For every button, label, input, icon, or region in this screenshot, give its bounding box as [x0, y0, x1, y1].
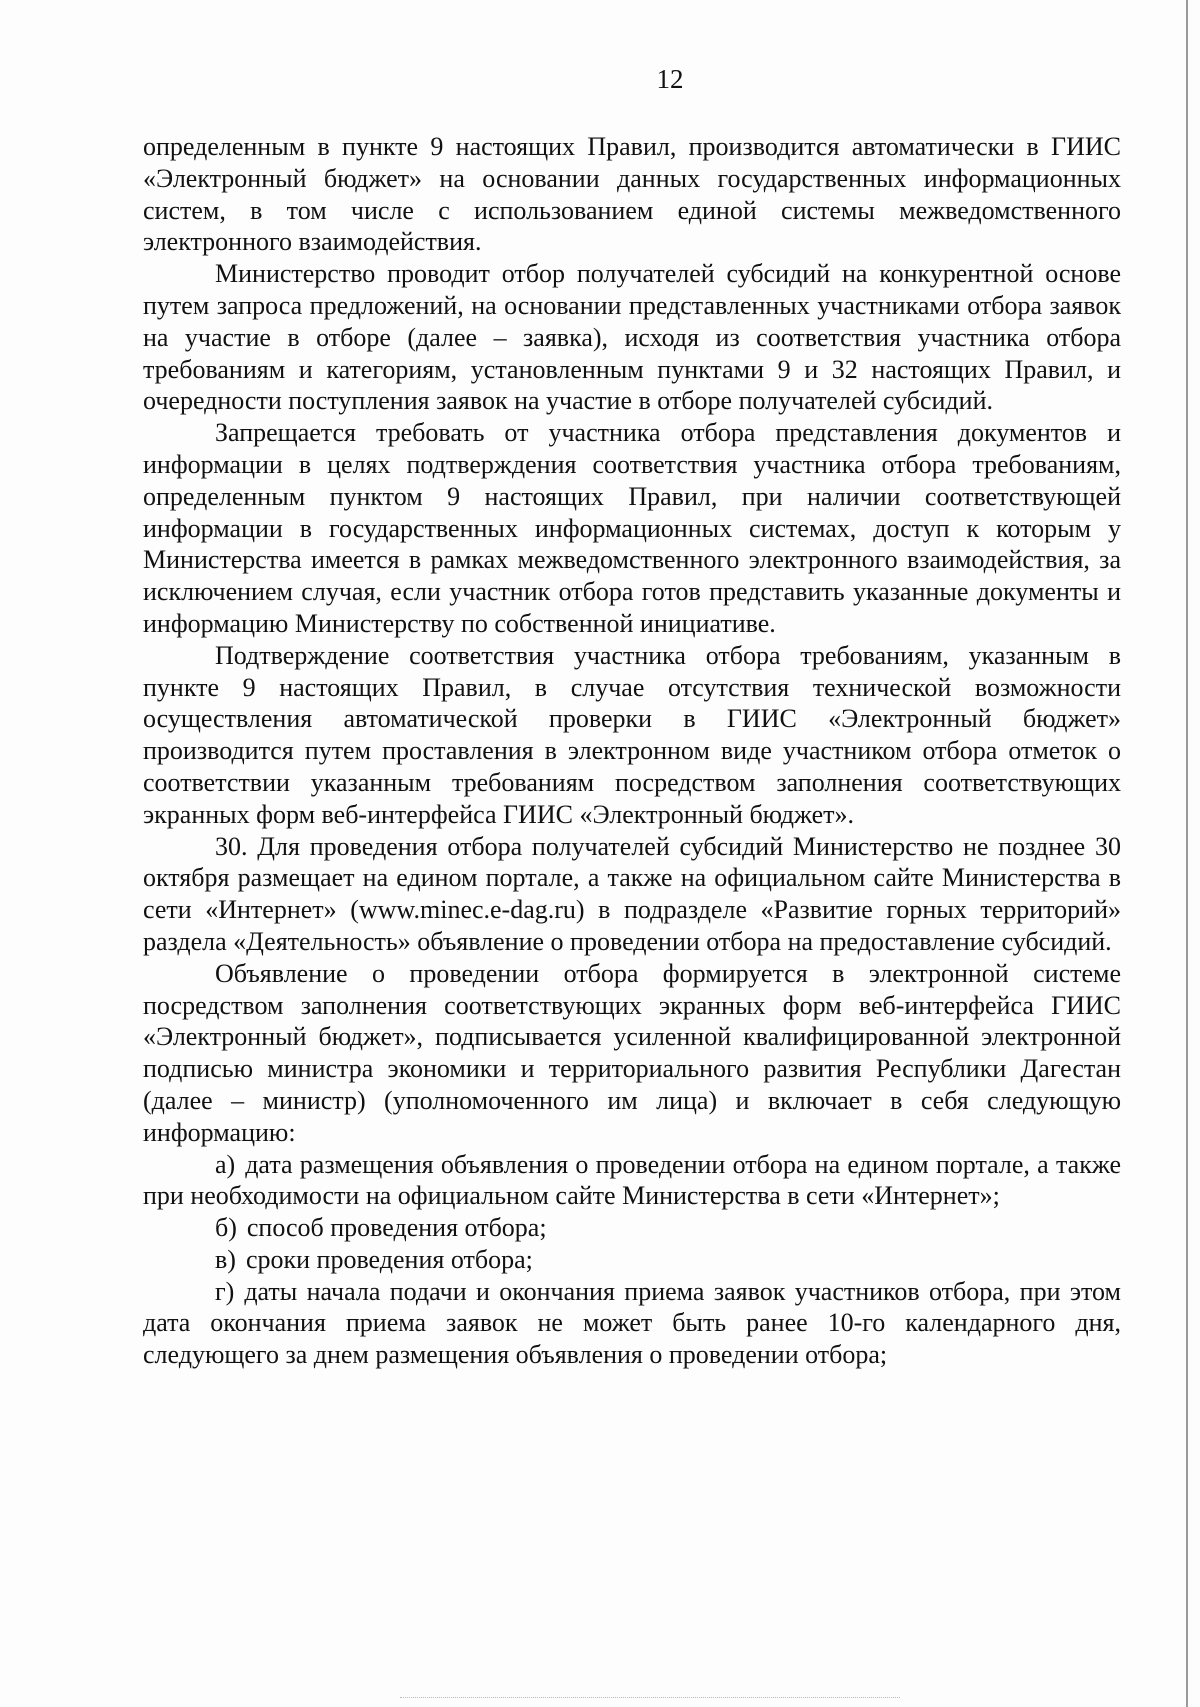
list-item — [143, 1276, 1121, 1371]
scan-artifact-divider — [400, 1697, 900, 1699]
list-item — [143, 1212, 1121, 1244]
page-edge-line — [1186, 0, 1188, 1707]
list-item — [143, 1149, 1121, 1213]
list-marker: г) — [215, 1276, 235, 1306]
list-item-text: дата размещения объявления о проведении отбора на едином портале, а также при необходимости на официальном сайте Министерства в сети «Интернет»; — [143, 1149, 1121, 1211]
paragraph-compliance-confirmation: Подтверждение соответствия участника отбора требованиям, указанным в пункте 9 настоящих Правил, в случае отсутствия технической возможности осуществления автоматической проверки в ГИИС «Электронный бюджет» производится путем проставления в электронном виде участником отбора отметок о соответствии указанным требованиям посредством заполнения соответствующих экранных форм веб-интерфейса ГИИС «Электронный бюджет». — [143, 640, 1121, 829]
list-marker: в) — [215, 1244, 236, 1274]
paragraph-document-prohibition: Запрещается требовать от участника отбора представления документов и информации в целях подтверждения соответствия участника отбора требованиям, определенным пунктом 9 настоящих Правил, при наличии соответствующей информации в государственных информационных системах, доступ к которым у Министерства имеется в рамках межведомственного электронного взаимодействия, за исключением случая, если участник отбора готов представить указанные документы и информацию Министерству по собственной инициативе. — [143, 418, 1121, 638]
list-item — [143, 1244, 1121, 1276]
list-marker: а) — [215, 1149, 236, 1179]
list-item-text: сроки проведения отбора; — [245, 1244, 533, 1274]
paragraph-announcement: Объявление о проведении отбора формируется в электронной системе посредством заполнения соответствующих экранных форм веб-интерфейса ГИИС «Электронный бюджет», подписывается усиленной квалифицированной электронной подписью министра экономики и территориального развития Республики Дагестан (далее – министр) (уполномоченного им лица) и включает в себя следующую информацию: — [143, 958, 1121, 1147]
document-body — [143, 131, 1121, 1371]
list-marker: б) — [215, 1213, 237, 1243]
paragraph-continuation: определенным в пункте 9 настоящих Правил, производится автоматически в ГИИС «Электронный бюджет» на основании данных государственных информационных систем, в том числе с использованием единой системы межведомственного электронного взаимодействия. — [143, 132, 1121, 257]
paragraph-item-30: 30. Для проведения отбора получателей субсидий Министерство не позднее 30 октября размещает на едином портале, а также на официальном сайте Министерства в сети «Интернет» (www.minec.e-dag.ru) в подразделе «Развитие горных территорий» раздела «Деятельность» объявление о проведении отбора на предоставление субсидий. — [143, 831, 1121, 956]
paragraph-selection-procedure: Министерство проводит отбор получателей субсидий на конкурентной основе путем запроса предложений, на основании представленных участниками отбора заявок на участие в отборе (далее – заявка), исходя из соответствия участника отбора требованиям и категориям, установленным пунктами 9 и 32 настоящих Правил, и очередности поступления заявок на участие в отборе получателей субсидий. — [143, 259, 1121, 416]
list-item-text: способ проведения отбора; — [246, 1213, 547, 1243]
list-item-text: даты начала подачи и окончания приема заявок участников отбора, при этом дата окончания приема заявок не может быть ранее 10-го календарного дня, следующего за днем размещения объявления о проведении отбора; — [143, 1276, 1121, 1370]
page-number: 12 — [656, 64, 684, 94]
